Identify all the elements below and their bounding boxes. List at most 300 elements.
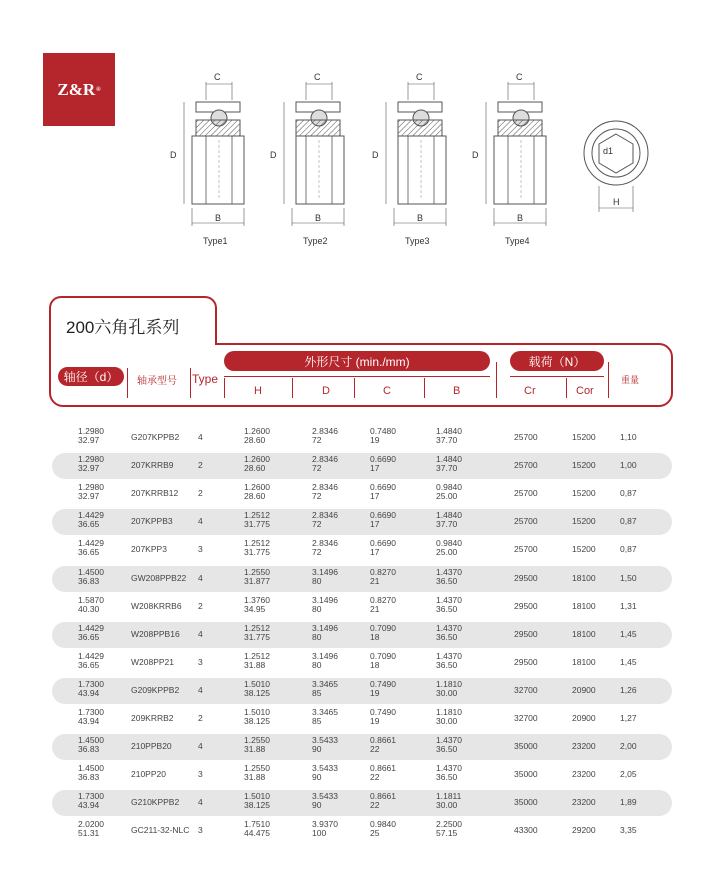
cell-value: 1,26 [620, 685, 637, 695]
table-cell [78, 511, 104, 529]
table-cell [572, 658, 596, 667]
header-divider [127, 368, 128, 398]
diagram-type-label: Type1 [203, 236, 228, 246]
table-cell [244, 764, 270, 782]
table-cell [78, 736, 104, 754]
cell-value: 1.2550 [244, 567, 270, 577]
cell-value: 25 [370, 828, 380, 838]
table-cell [514, 489, 538, 498]
table-cell [370, 483, 396, 501]
cell-value: 2 [198, 601, 203, 611]
table-cell [198, 742, 203, 751]
cell-value: 2 [198, 460, 203, 470]
cell-value: G210KPPB2 [131, 797, 180, 807]
table-row [0, 761, 727, 789]
cell-value: 1.4840 [436, 510, 462, 520]
cell-value: 0.7490 [370, 679, 396, 689]
load-underline [510, 376, 604, 377]
table-cell [198, 433, 203, 442]
table-cell [436, 596, 462, 614]
cell-value: 23200 [572, 741, 596, 751]
table-cell [198, 574, 203, 583]
cell-value: 35000 [514, 769, 538, 779]
cell-value: 3.1496 [312, 623, 338, 633]
cell-value: 31.775 [244, 519, 270, 529]
table-cell [572, 517, 596, 526]
table-cell [436, 764, 462, 782]
table-row [0, 649, 727, 677]
cell-value: 43.94 [78, 688, 100, 698]
table-cell [131, 826, 189, 835]
cell-value: 72 [312, 491, 322, 501]
table-cell [514, 517, 538, 526]
table-cell [312, 652, 338, 670]
cell-value: 32.97 [78, 435, 100, 445]
cell-value: 18100 [572, 601, 596, 611]
cell-value: 29200 [572, 825, 596, 835]
cell-value: 2 [198, 713, 203, 723]
cell-value: 31.775 [244, 632, 270, 642]
cell-value: 80 [312, 604, 322, 614]
cell-value: 1.4429 [78, 538, 104, 548]
h-header: H [254, 385, 262, 397]
cell-value: 2.8346 [312, 510, 338, 520]
cell-value: 0.7490 [370, 707, 396, 717]
table-cell [131, 545, 167, 554]
section-title-tab [49, 296, 217, 344]
table-cell [131, 742, 172, 751]
cell-value: 1.4500 [78, 763, 104, 773]
table-cell [244, 539, 270, 557]
table-row [0, 817, 727, 845]
table-cell [244, 624, 270, 642]
table-cell [620, 545, 637, 554]
table-cell [370, 624, 396, 642]
cell-value: 0.6690 [370, 510, 396, 520]
cell-value: 36.65 [78, 632, 100, 642]
table-cell [620, 658, 637, 667]
cell-value: GC211-32-NLC [131, 825, 190, 835]
cell-value: 29500 [514, 657, 538, 667]
table-cell [620, 714, 637, 723]
cell-value: 0.6690 [370, 538, 396, 548]
diagram-c-label: C [214, 72, 221, 82]
cell-value: 1.5010 [244, 707, 270, 717]
cell-value: 3.1496 [312, 567, 338, 577]
table-cell [312, 792, 338, 810]
table-cell [370, 455, 396, 473]
table-cell [198, 545, 203, 554]
table-cell [436, 624, 462, 642]
table-cell [620, 826, 637, 835]
cell-value: 18 [370, 660, 380, 670]
cell-value: 32.97 [78, 463, 100, 473]
table-cell [244, 820, 270, 838]
cell-value: 1.4500 [78, 567, 104, 577]
cell-value: 15200 [572, 432, 596, 442]
cell-value: G207KPPB2 [131, 432, 180, 442]
section-title: 200六角孔系列 [66, 318, 180, 337]
table-cell [572, 574, 596, 583]
table-cell [436, 736, 462, 754]
header-divider [424, 378, 425, 398]
cell-value: 31.88 [244, 660, 266, 670]
table-cell [198, 798, 203, 807]
cell-value: 0.8661 [370, 763, 396, 773]
table-cell [370, 736, 396, 754]
table-cell [370, 568, 396, 586]
cell-value: 1.2980 [78, 454, 104, 464]
table-cell [514, 798, 538, 807]
table-cell [514, 461, 538, 470]
table-cell [620, 602, 637, 611]
table-cell [370, 820, 396, 838]
table-cell [312, 708, 338, 726]
table-cell [131, 714, 174, 723]
table-cell [572, 714, 596, 723]
table-cell [312, 596, 338, 614]
cell-value: 15200 [572, 460, 596, 470]
cell-value: 36.50 [436, 744, 458, 754]
cell-value: 0.6690 [370, 482, 396, 492]
cell-value: 51.31 [78, 828, 100, 838]
diagram-type-label: Type3 [405, 236, 430, 246]
cell-value: 31.775 [244, 547, 270, 557]
table-cell [312, 820, 338, 838]
table-cell [312, 511, 338, 529]
cell-value: 1.1810 [436, 679, 462, 689]
table-cell [436, 455, 462, 473]
table-cell [131, 770, 166, 779]
cell-value: 1,45 [620, 657, 637, 667]
table-cell [78, 652, 104, 670]
cell-value: 2 [198, 488, 203, 498]
cell-value: 1.4370 [436, 567, 462, 577]
table-cell [312, 455, 338, 473]
cell-value: 25.00 [436, 547, 458, 557]
header-divider [608, 362, 609, 398]
cell-value: 1.2512 [244, 538, 270, 548]
cell-value: 3.5433 [312, 735, 338, 745]
cell-value: 1.7300 [78, 791, 104, 801]
cell-value: 31.88 [244, 772, 266, 782]
cell-value: 22 [370, 744, 380, 754]
cell-value: 1.4370 [436, 651, 462, 661]
cell-value: 2.0200 [78, 819, 104, 829]
cell-value: 29500 [514, 573, 538, 583]
load-header: 载荷（N） [510, 351, 604, 371]
cell-value: 90 [312, 744, 322, 754]
cell-value: 43300 [514, 825, 538, 835]
table-cell [620, 770, 637, 779]
cell-value: 28.60 [244, 435, 266, 445]
cell-value: 43.94 [78, 716, 100, 726]
cell-value: 1.4370 [436, 623, 462, 633]
table-cell [572, 798, 596, 807]
cell-value: 0,87 [620, 544, 637, 554]
cell-value: 1.4370 [436, 735, 462, 745]
table-cell [436, 792, 461, 810]
table-cell [370, 792, 396, 810]
table-cell [131, 489, 178, 498]
cell-value: 1.4840 [436, 454, 462, 464]
cell-value: 23200 [572, 797, 596, 807]
header-divider [354, 378, 355, 398]
table-cell [436, 483, 462, 501]
cell-value: 36.83 [78, 772, 100, 782]
cell-value: 21 [370, 604, 380, 614]
cell-value: 19 [370, 688, 380, 698]
header-divider [224, 378, 225, 398]
table-cell [436, 568, 462, 586]
cell-value: 1.2600 [244, 426, 270, 436]
cr-header: Cr [524, 385, 536, 397]
table-cell [572, 461, 596, 470]
cell-value: 37.70 [436, 463, 458, 473]
cell-value: 4 [198, 516, 203, 526]
table-cell [436, 427, 462, 445]
cell-value: 72 [312, 519, 322, 529]
table-cell [131, 686, 179, 695]
table-cell [620, 630, 637, 639]
table-row [0, 565, 727, 593]
cell-value: 2.8346 [312, 538, 338, 548]
table-row [0, 705, 727, 733]
table-cell [514, 658, 538, 667]
cell-value: 0.7090 [370, 623, 396, 633]
cell-value: 0.8661 [370, 735, 396, 745]
table-cell [244, 455, 270, 473]
cell-value: 80 [312, 576, 322, 586]
cell-value: 21 [370, 576, 380, 586]
cell-value: 72 [312, 547, 322, 557]
cell-value: GW208PPB22 [131, 573, 187, 583]
cell-value: 1,00 [620, 460, 637, 470]
diagram-d-label: D [270, 150, 277, 160]
cell-value: 23200 [572, 769, 596, 779]
table-cell [436, 820, 462, 838]
cell-value: 0.9840 [436, 482, 462, 492]
cell-value: 31.877 [244, 576, 270, 586]
table-cell [244, 483, 270, 501]
table-cell [572, 433, 596, 442]
table-cell [620, 742, 637, 751]
table-cell [436, 511, 462, 529]
cell-value: 3 [198, 825, 203, 835]
cell-value: 28.60 [244, 491, 266, 501]
cell-value: 0.8270 [370, 567, 396, 577]
table-cell [312, 764, 338, 782]
cell-value: 1,31 [620, 601, 637, 611]
cell-value: 210PPB20 [131, 741, 172, 751]
cell-value: 80 [312, 632, 322, 642]
table-cell [312, 427, 338, 445]
diagram-c-label: C [314, 72, 321, 82]
cell-value: 0.9840 [370, 819, 396, 829]
cell-value: 209KRRB2 [131, 713, 174, 723]
table-cell [436, 680, 462, 698]
cell-value: 1.4429 [78, 510, 104, 520]
table-cell [572, 770, 596, 779]
cell-value: 207KRRB9 [131, 460, 174, 470]
cell-value: 25.00 [436, 491, 458, 501]
cell-value: 1.1811 [436, 791, 462, 801]
header-divider [496, 362, 497, 398]
logo-text: Z&R [57, 79, 96, 99]
table-cell [131, 461, 174, 470]
cell-value: 90 [312, 800, 322, 810]
cell-value: 4 [198, 685, 203, 695]
cell-value: 207KPPB3 [131, 516, 173, 526]
diagram-b-label: B [517, 213, 524, 223]
cell-value: 0.7090 [370, 651, 396, 661]
cell-value: 3.3465 [312, 707, 338, 717]
model-header: 轴承型号 [137, 376, 177, 387]
table-cell [78, 820, 104, 838]
cell-value: 2,00 [620, 741, 637, 751]
table-cell [312, 568, 338, 586]
cell-value: 2,05 [620, 769, 637, 779]
cell-value: 207KRRB12 [131, 488, 179, 498]
cell-value: 35000 [514, 741, 538, 751]
table-cell [131, 433, 179, 442]
table-row [0, 536, 727, 564]
table-cell [514, 602, 538, 611]
c-header: C [383, 385, 391, 397]
table-cell [370, 427, 396, 445]
table-cell [370, 764, 396, 782]
cell-value: 4 [198, 432, 203, 442]
cell-value: 3.3465 [312, 679, 338, 689]
table-cell [198, 714, 203, 723]
table-cell [78, 427, 104, 445]
table-cell [244, 511, 270, 529]
table-cell [370, 511, 396, 529]
cor-header: Cor [576, 385, 594, 397]
cell-value: 28.60 [244, 463, 266, 473]
cell-value: 35000 [514, 797, 538, 807]
table-cell [198, 826, 203, 835]
cell-value: 25700 [514, 460, 538, 470]
cell-value: 57.15 [436, 828, 458, 838]
cell-value: 1.2980 [78, 482, 104, 492]
d1-label: d1 [603, 146, 614, 156]
table-row [0, 480, 727, 508]
table-cell [198, 630, 203, 639]
table-cell [312, 483, 338, 501]
table-cell [198, 517, 203, 526]
cell-value: 0.6690 [370, 454, 396, 464]
cell-value: 3.5433 [312, 791, 338, 801]
table-cell [370, 708, 396, 726]
bearing-diagram [270, 72, 350, 230]
tab-joint [51, 342, 215, 346]
bearing-diagram [472, 72, 552, 230]
table-cell [572, 686, 596, 695]
table-cell [78, 539, 104, 557]
cell-value: 4 [198, 797, 203, 807]
table-cell [370, 596, 396, 614]
cell-value: 17 [370, 463, 380, 473]
cell-value: 1.4840 [436, 426, 462, 436]
cell-value: 1,50 [620, 573, 637, 583]
cell-value: 38.125 [244, 800, 270, 810]
cell-value: 1.2512 [244, 623, 270, 633]
cell-value: 15200 [572, 488, 596, 498]
cell-value: 1.2550 [244, 735, 270, 745]
table-cell [572, 602, 596, 611]
table-row [0, 621, 727, 649]
cell-value: 1.7300 [78, 679, 104, 689]
h-label: H [613, 197, 620, 207]
cell-value: 1.7510 [244, 819, 270, 829]
dims-underline [224, 376, 490, 377]
table-cell [514, 686, 538, 695]
cell-value: 1.2550 [244, 763, 270, 773]
cell-value: 85 [312, 716, 322, 726]
table-cell [131, 574, 186, 583]
cell-value: 36.65 [78, 660, 100, 670]
cell-value: 1.2980 [78, 426, 104, 436]
cell-value: 2.8346 [312, 482, 338, 492]
cell-value: 1.5870 [78, 595, 104, 605]
dimensions-header: 外形尺寸 (min./mm) [224, 351, 490, 371]
table-cell [198, 461, 203, 470]
diagram-d-label: D [472, 150, 479, 160]
table-cell [244, 596, 270, 614]
diagram-b-label: B [315, 213, 322, 223]
table-cell [244, 736, 270, 754]
cell-value: 1.1810 [436, 707, 462, 717]
table-cell [620, 433, 637, 442]
bearing-diagram [170, 72, 250, 230]
cell-value: 3,35 [620, 825, 637, 835]
cell-value: 1.4370 [436, 595, 462, 605]
cell-value: 19 [370, 716, 380, 726]
table-cell [78, 455, 104, 473]
cell-value: 36.50 [436, 772, 458, 782]
cell-value: 37.70 [436, 519, 458, 529]
table-cell [312, 624, 338, 642]
table-cell [514, 630, 538, 639]
cell-value: 0.7480 [370, 426, 396, 436]
cell-value: 36.65 [78, 519, 100, 529]
table-cell [312, 539, 338, 557]
table-row [0, 508, 727, 536]
cell-value: 4 [198, 629, 203, 639]
table-cell [436, 539, 462, 557]
table-cell [244, 568, 270, 586]
cell-value: 18100 [572, 573, 596, 583]
table-row [0, 789, 727, 817]
cell-value: 18100 [572, 657, 596, 667]
table-cell [244, 792, 270, 810]
cell-value: W208PP21 [131, 657, 174, 667]
table-cell [572, 742, 596, 751]
cell-value: 1,10 [620, 432, 637, 442]
table-cell [620, 686, 637, 695]
cell-value: 36.83 [78, 744, 100, 754]
shaft-diameter-header: 轴径（d） [58, 367, 124, 386]
table-cell [131, 798, 179, 807]
cell-value: 3 [198, 657, 203, 667]
cell-value: 0.8270 [370, 595, 396, 605]
cell-value: 1,27 [620, 713, 637, 723]
cell-value: 25700 [514, 544, 538, 554]
table-cell [312, 736, 338, 754]
diagram-type-label: Type2 [303, 236, 328, 246]
table-cell [436, 652, 462, 670]
